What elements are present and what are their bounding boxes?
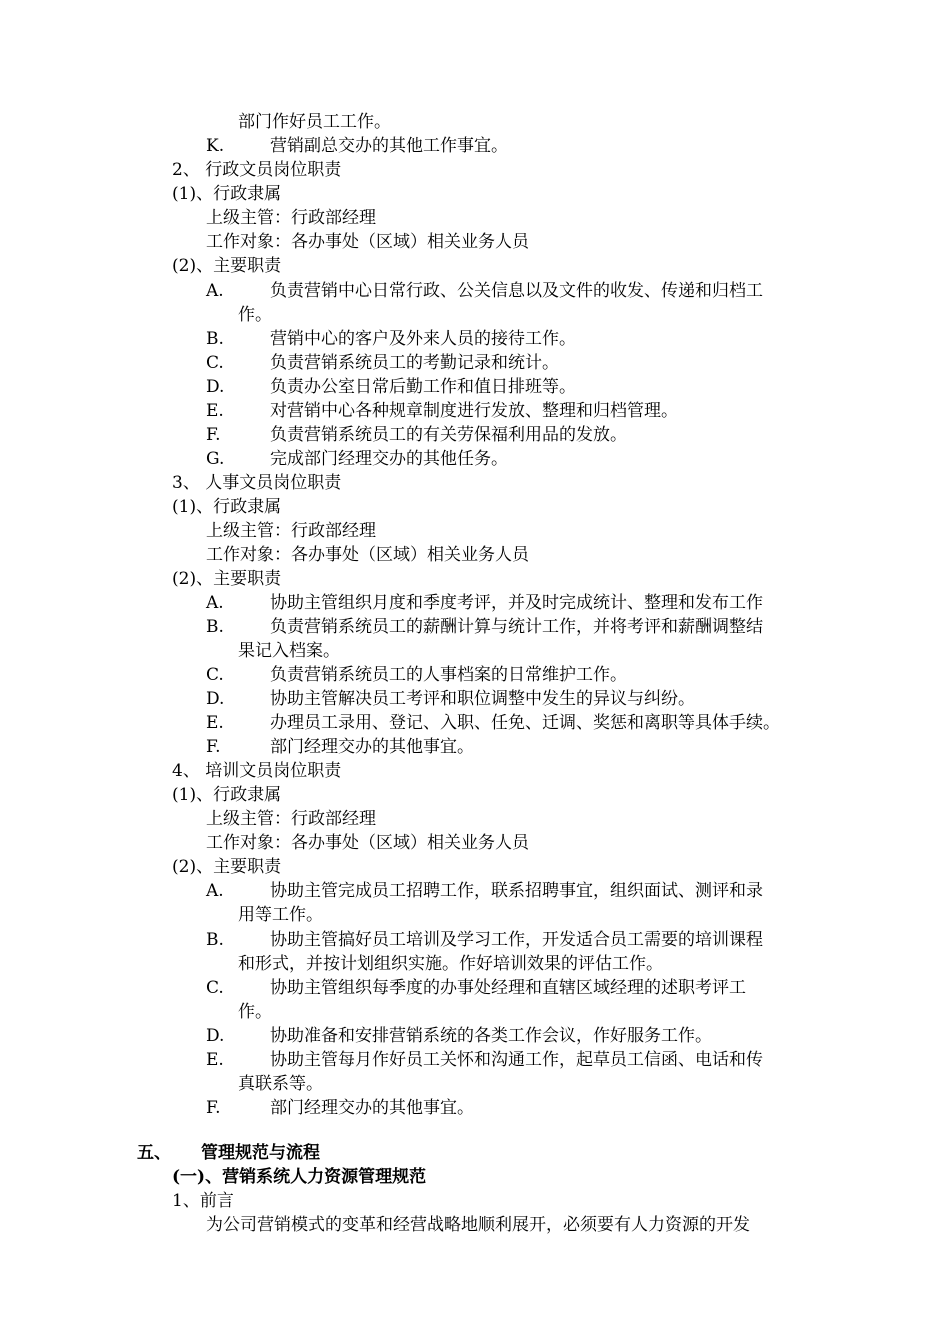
text-line: 上级主管：行政部经理 — [206, 809, 376, 829]
list-item — [206, 375, 576, 399]
list-item — [206, 1024, 712, 1048]
item-marker: D. — [206, 689, 225, 709]
item-text: 协助主管每月作好员工关怀和沟通工作，起草员工信函、电话和传 — [270, 1050, 763, 1070]
text-line: 和形式，并按计划组织实施。作好培训效果的评估工作。 — [238, 954, 663, 974]
item-marker: F. — [206, 425, 221, 445]
item-text: 协助主管解决员工考评和职位调整中发生的异议与纠纷。 — [270, 689, 695, 709]
item-text: 协助主管组织每季度的办事处经理和直辖区域经理的述职考评工 — [270, 978, 746, 998]
item-text: 负责营销系统员工的考勤记录和统计。 — [270, 353, 559, 373]
item-text: 部门经理交办的其他事宜。 — [270, 737, 474, 757]
text-line: 作。 — [238, 1002, 272, 1022]
item-marker: C. — [206, 353, 224, 373]
text-line: 上级主管：行政部经理 — [206, 208, 376, 228]
chapter-title: 管理规范与流程 — [201, 1143, 320, 1163]
item-text: 协助主管完成员工招聘工作，联系招聘事宜，组织面试、测评和录 — [270, 881, 763, 901]
text-line: 工作对象：各办事处（区域）相关业务人员 — [206, 545, 529, 565]
item-text: 负责办公室日常后勤工作和值日排班等。 — [270, 377, 576, 397]
text-line: 真联系等。 — [238, 1074, 323, 1094]
subsection-heading: (2)、主要职责 — [172, 857, 282, 877]
list-item — [206, 928, 763, 952]
list-item — [206, 687, 695, 711]
item-marker: A. — [206, 593, 224, 613]
item-text: 办理员工录用、登记、入职、任免、迁调、奖惩和离职等具体手续。 — [270, 713, 780, 733]
text-line: 作。 — [238, 305, 272, 325]
item-text: 协助主管组织月度和季度考评，并及时完成统计、整理和发布工作 — [270, 593, 763, 613]
list-item — [206, 351, 559, 375]
section-heading: 1、前言 — [172, 1191, 234, 1211]
list-item — [206, 1048, 763, 1072]
item-text: 部门经理交办的其他事宜。 — [270, 1098, 474, 1118]
subsection-heading: (2)、主要职责 — [172, 569, 282, 589]
item-marker: F. — [206, 737, 221, 757]
item-text: 协助准备和安排营销系统的各类工作会议，作好服务工作。 — [270, 1026, 712, 1046]
list-item — [206, 976, 746, 1000]
subsection-heading: (1)、行政隶属 — [172, 497, 282, 517]
item-marker: B. — [206, 329, 224, 349]
list-item — [206, 663, 627, 687]
chapter-heading — [137, 1141, 320, 1165]
item-text: 营销副总交办的其他工作事宜。 — [270, 136, 508, 156]
item-marker: E. — [206, 1050, 224, 1070]
text-line: 上级主管：行政部经理 — [206, 521, 376, 541]
list-item — [206, 399, 678, 423]
list-item — [206, 423, 627, 447]
item-marker: C. — [206, 665, 224, 685]
item-marker: D. — [206, 1026, 225, 1046]
text-line: 用等工作。 — [238, 905, 323, 925]
list-item — [206, 591, 763, 615]
item-marker: A. — [206, 281, 224, 301]
section-heading: 3、 人事文员岗位职责 — [172, 473, 342, 493]
text-line: 工作对象：各办事处（区域）相关业务人员 — [206, 232, 529, 252]
item-marker: D. — [206, 377, 225, 397]
item-text: 负责营销系统员工的薪酬计算与统计工作，并将考评和薪酬调整结 — [270, 617, 763, 637]
chapter-number: 五、 — [137, 1143, 171, 1163]
item-text: 负责营销中心日常行政、公关信息以及文件的收发、传递和归档工 — [270, 281, 763, 301]
item-marker: F. — [206, 1098, 221, 1118]
item-marker: C. — [206, 978, 224, 998]
list-item — [206, 447, 508, 471]
item-text: 负责营销系统员工的人事档案的日常维护工作。 — [270, 665, 627, 685]
text-line: 果记入档案。 — [238, 641, 340, 661]
list-item — [206, 879, 763, 903]
item-marker: E. — [206, 713, 224, 733]
text-line: 部门作好员工工作。 — [238, 112, 391, 132]
item-text: 营销中心的客户及外来人员的接待工作。 — [270, 329, 576, 349]
list-item — [206, 1096, 474, 1120]
list-item — [206, 711, 780, 735]
subsection-heading: (1)、行政隶属 — [172, 785, 282, 805]
item-marker: B. — [206, 930, 224, 950]
text-line: 工作对象：各办事处（区域）相关业务人员 — [206, 833, 529, 853]
item-marker: E. — [206, 401, 224, 421]
list-item — [206, 735, 474, 759]
item-text: 完成部门经理交办的其他任务。 — [270, 449, 508, 469]
list-item — [206, 279, 763, 303]
list-item — [206, 134, 508, 158]
section-heading: 2、 行政文员岗位职责 — [172, 160, 342, 180]
item-marker: A. — [206, 881, 224, 901]
item-text: 负责营销系统员工的有关劳保福利用品的发放。 — [270, 425, 627, 445]
list-item — [206, 615, 763, 639]
item-marker: G. — [206, 449, 225, 469]
item-text: 协助主管搞好员工培训及学习工作，开发适合员工需要的培训课程 — [270, 930, 763, 950]
item-marker: B. — [206, 617, 224, 637]
item-marker: K. — [206, 136, 225, 156]
section-heading: (一)、营销系统人力资源管理规范 — [172, 1167, 427, 1187]
list-item — [206, 327, 576, 351]
subsection-heading: (2)、主要职责 — [172, 256, 282, 276]
section-heading: 4、 培训文员岗位职责 — [172, 761, 342, 781]
paragraph: 为公司营销模式的变革和经营战略地顺利展开，必须要有人力资源的开发 — [206, 1215, 750, 1235]
subsection-heading: (1)、行政隶属 — [172, 184, 282, 204]
item-text: 对营销中心各种规章制度进行发放、整理和归档管理。 — [270, 401, 678, 421]
